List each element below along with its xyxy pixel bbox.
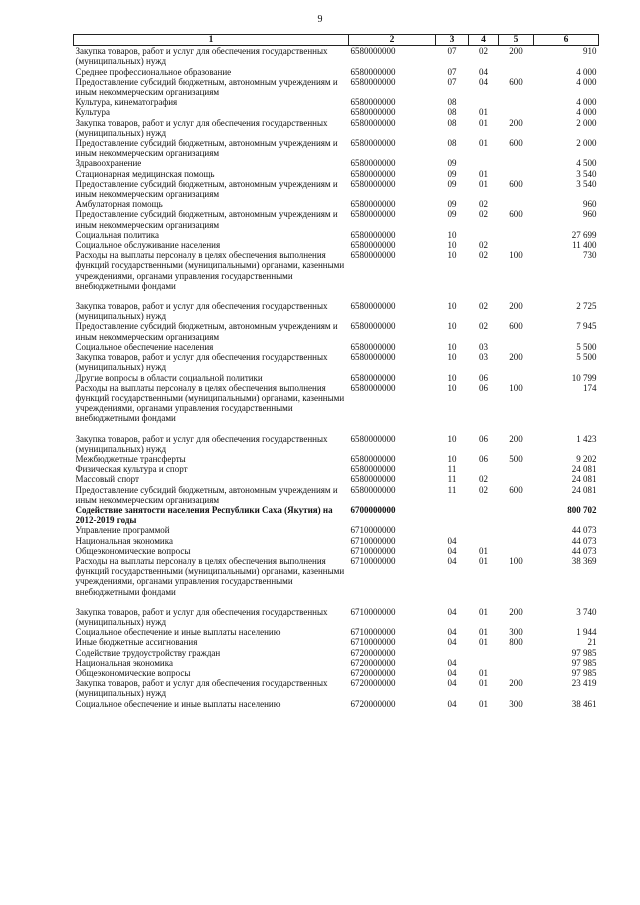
- item-name: Предоставление субсидий бюджетным, автономным учреждениям и иным некоммерческим организациям: [75, 484, 338, 505]
- item-name: Закупка товаров, работ и услуг для обеспечения государственных (муниципальных) нужд: [75, 117, 328, 138]
- expense-type-code: 600: [509, 138, 523, 149]
- subsection-code: 02: [479, 301, 488, 312]
- target-code: 6580000000: [350, 168, 396, 179]
- target-code: 6710000000: [350, 606, 396, 617]
- expense-type-code: 100: [509, 250, 523, 261]
- section-code: 11: [447, 474, 457, 485]
- section-code: 04: [447, 545, 457, 556]
- section-code: 04: [447, 667, 457, 678]
- item-name: Национальная экономика: [75, 657, 173, 668]
- section-code: 04: [447, 637, 457, 648]
- item-name: Социальное обеспечение и иные выплаты населению: [75, 627, 281, 638]
- expense-type-code: 200: [509, 301, 523, 312]
- expense-type-code: [499, 169, 534, 179]
- target-code: 6580000000: [350, 199, 396, 210]
- subsection-code: 01: [479, 606, 488, 617]
- expense-type-code: [499, 536, 534, 546]
- expense-type-code: [499, 107, 534, 117]
- expense-type-code: [499, 230, 534, 240]
- section-code: 04: [447, 606, 457, 617]
- item-name: Межбюджетные трансферты: [75, 453, 186, 464]
- target-code: 6580000000: [350, 341, 396, 352]
- expense-type-code: 600: [509, 321, 523, 332]
- table-row: [74, 637, 599, 647]
- target-code: 6710000000: [350, 535, 396, 546]
- target-code: 6580000000: [350, 229, 396, 240]
- subsection-code: 06: [479, 433, 488, 444]
- subsection-code: 06: [479, 382, 488, 393]
- row-spacer: [74, 597, 599, 607]
- target-code: 6580000000: [350, 240, 396, 251]
- section-code: 04: [447, 535, 457, 546]
- subsection-code: 01: [479, 555, 488, 566]
- subsection-code: 01: [479, 107, 488, 118]
- item-name: Предоставление субсидий бюджетным, автономным учреждениям и иным некоммерческим организациям: [75, 138, 338, 159]
- target-code: 6720000000: [350, 698, 396, 709]
- section-code: [436, 648, 469, 658]
- expense-type-code: 600: [509, 484, 523, 495]
- subsection-code: 01: [479, 627, 488, 638]
- expense-type-code: [499, 158, 534, 168]
- item-name: Культура, кинематография: [75, 97, 178, 108]
- item-name: Национальная экономика: [75, 535, 173, 546]
- subsection-code: 01: [479, 667, 488, 678]
- item-name: Стационарная медицинская помощь: [75, 168, 215, 179]
- subsection-code: 02: [479, 474, 488, 485]
- item-name: Социальное обеспечение населения: [75, 341, 214, 352]
- spacer-cell: [74, 424, 599, 434]
- table-row: [74, 352, 599, 372]
- section-code: 10: [447, 321, 457, 332]
- item-name: Предоставление субсидий бюджетным, автономным учреждениям и иным некоммерческим организациям: [75, 321, 338, 342]
- target-code: 6580000000: [350, 107, 396, 118]
- expense-type-code: 600: [509, 76, 523, 87]
- expense-type-code: [499, 199, 534, 209]
- target-code: 6710000000: [350, 525, 396, 536]
- item-name: Массовый спорт: [75, 474, 139, 485]
- amount: 4 000: [576, 66, 597, 77]
- section-code: 10: [447, 250, 457, 261]
- subsection-code: 01: [479, 678, 488, 689]
- subsection-code: [469, 230, 499, 240]
- amount: 3 740: [576, 606, 597, 617]
- section-code: 10: [447, 433, 457, 444]
- amount: 38 369: [571, 555, 597, 566]
- target-code: 6580000000: [350, 66, 396, 77]
- table-row: [74, 607, 599, 627]
- expense-type-code: 500: [509, 453, 523, 464]
- target-code: 6580000000: [350, 352, 396, 363]
- amount: 2 000: [576, 138, 597, 149]
- item-name: Иные бюджетные ассигнования: [75, 637, 198, 648]
- target-code: 6710000000: [350, 627, 396, 638]
- expense-type-code: [499, 525, 534, 535]
- table-row: [74, 678, 599, 698]
- table-row: [74, 525, 599, 535]
- table-row: [74, 301, 599, 321]
- amount: 24 081: [571, 484, 597, 495]
- amount: 27 699: [571, 229, 597, 240]
- item-name: Закупка товаров, работ и услуг для обеспечения государственных (муниципальных) нужд: [75, 301, 328, 322]
- subsection-code: 02: [479, 321, 488, 332]
- table-row: [74, 46, 599, 67]
- table-row: [74, 434, 599, 454]
- expense-type-code: 300: [509, 627, 523, 638]
- column-header: 3: [436, 35, 469, 46]
- amount: 1 944: [576, 627, 597, 638]
- subsection-code: [469, 97, 499, 107]
- item-name: Общеэкономические вопросы: [75, 545, 191, 556]
- item-name: Среднее профессиональное образование: [75, 66, 232, 77]
- subsection-code: 01: [479, 138, 488, 149]
- section-code: 04: [447, 555, 457, 566]
- table-row: [74, 648, 599, 658]
- spacer-cell: [74, 291, 599, 301]
- table-row: [74, 658, 599, 668]
- table-row: [74, 67, 599, 77]
- amount: 3 540: [576, 178, 597, 189]
- section-code: 10: [447, 382, 457, 393]
- target-code: 6720000000: [350, 678, 396, 689]
- table-row: [74, 118, 599, 138]
- target-code: 6580000000: [350, 46, 396, 57]
- target-code: 6580000000: [350, 76, 396, 87]
- expense-type-code: [499, 240, 534, 250]
- item-name: Общеэкономические вопросы: [75, 667, 191, 678]
- subsection-code: [469, 648, 499, 658]
- target-code: 6700000000: [350, 504, 396, 515]
- table-row: [74, 97, 599, 107]
- section-code: 10: [447, 229, 457, 240]
- target-code: 6580000000: [350, 209, 396, 220]
- amount: 960: [583, 209, 597, 220]
- section-code: 04: [447, 698, 457, 709]
- target-code: 6580000000: [350, 158, 396, 169]
- subsection-code: 01: [479, 117, 488, 128]
- table-row: [74, 505, 599, 525]
- section-code: 08: [447, 117, 457, 128]
- item-name: Культура: [75, 107, 110, 118]
- table-row: [74, 169, 599, 179]
- subsection-code: 02: [479, 46, 488, 57]
- item-name: Расходы на выплаты персоналу в целях обеспечения выполнения функций государственными (муниципальными) органами, казенными учреждениями, органами управления государственными внебюджетными фондами: [75, 382, 345, 424]
- section-code: 09: [447, 168, 457, 179]
- section-code: 10: [447, 372, 457, 383]
- section-code: 10: [447, 341, 457, 352]
- subsection-code: 02: [479, 250, 488, 261]
- section-code: [436, 505, 469, 525]
- item-name: Закупка товаров, работ и услуг для обеспечения государственных (муниципальных) нужд: [75, 433, 328, 454]
- expense-type-code: 100: [509, 382, 523, 393]
- target-code: 6580000000: [350, 321, 396, 332]
- target-code: 6580000000: [350, 117, 396, 128]
- amount: 910: [583, 46, 597, 57]
- item-name: Закупка товаров, работ и услуг для обеспечения государственных (муниципальных) нужд: [75, 606, 328, 627]
- target-code: 6710000000: [350, 555, 396, 566]
- expense-type-code: [499, 658, 534, 668]
- subsection-code: 01: [479, 698, 488, 709]
- column-header: 6: [534, 35, 599, 46]
- table-row: [74, 699, 599, 709]
- subsection-code: [469, 464, 499, 474]
- column-header: 2: [349, 35, 436, 46]
- amount: 21: [587, 637, 597, 648]
- target-code: 6580000000: [350, 453, 396, 464]
- expense-type-code: [499, 67, 534, 77]
- amount: 174: [583, 382, 597, 393]
- amount: 4 000: [576, 76, 597, 87]
- amount: 4 000: [576, 97, 597, 108]
- table-row: [74, 627, 599, 637]
- target-code: 6580000000: [350, 382, 396, 393]
- section-code: 09: [447, 158, 457, 169]
- table-row: [74, 321, 599, 341]
- expense-type-code: [499, 648, 534, 658]
- expense-type-code: 200: [509, 352, 523, 363]
- table-row: [74, 158, 599, 168]
- expense-type-code: [499, 668, 534, 678]
- expense-type-code: 200: [509, 117, 523, 128]
- amount: 10 799: [571, 372, 597, 383]
- column-header: 5: [499, 35, 534, 46]
- expense-type-code: [499, 97, 534, 107]
- subsection-code: 02: [479, 209, 488, 220]
- section-code: 04: [447, 627, 457, 638]
- expense-type-code: [499, 373, 534, 383]
- target-code: 6710000000: [350, 545, 396, 556]
- section-code: 04: [447, 678, 457, 689]
- item-name: Предоставление субсидий бюджетным, автономным учреждениям и иным некоммерческим организациям: [75, 209, 338, 230]
- expense-type-code: 200: [509, 46, 523, 57]
- subsection-code: [469, 658, 499, 668]
- section-code: 07: [447, 66, 457, 77]
- amount: 11 400: [572, 240, 597, 251]
- amount: 24 081: [571, 474, 597, 485]
- section-code: 10: [447, 240, 457, 251]
- amount: 960: [583, 199, 597, 210]
- amount: 2 725: [576, 301, 597, 312]
- target-code: 6580000000: [350, 97, 396, 108]
- item-name: Физическая культура и спорт: [75, 464, 188, 475]
- expense-type-code: [499, 546, 534, 556]
- table-row: [74, 230, 599, 240]
- section-code: 10: [447, 301, 457, 312]
- expense-type-code: 800: [509, 637, 523, 648]
- expense-type-code: [499, 474, 534, 484]
- item-name: Расходы на выплаты персоналу в целях обеспечения выполнения функций государственными (муниципальными) органами, казенными учреждениями, органами управления государственными внебюджетными фондами: [75, 555, 345, 597]
- section-code: 09: [447, 209, 457, 220]
- table-row: [74, 668, 599, 678]
- amount: 1 423: [576, 433, 597, 444]
- expense-type-code: 600: [509, 209, 523, 220]
- expense-type-code: 600: [509, 178, 523, 189]
- subsection-code: [469, 158, 499, 168]
- table-body: [74, 46, 599, 709]
- amount: 730: [583, 250, 597, 261]
- column-header: 1: [74, 35, 349, 46]
- table-row: [74, 250, 599, 291]
- page-number: 9: [317, 14, 323, 25]
- item-name: Предоставление субсидий бюджетным, автономным учреждениям и иным некоммерческим организациям: [75, 178, 338, 200]
- section-code: 10: [447, 352, 457, 363]
- section-code: 09: [447, 178, 457, 189]
- amount: 44 073: [571, 545, 597, 556]
- item-name: Предоставление субсидий бюджетным, автономным учреждениям и иным некоммерческим организациям: [75, 76, 338, 98]
- subsection-code: 03: [479, 352, 488, 363]
- item-name: Социальное обеспечение и иные выплаты населению: [75, 698, 281, 709]
- table-row: [74, 77, 599, 97]
- item-name: Закупка товаров, работ и услуг для обеспечения государственных (муниципальных) нужд: [75, 46, 328, 67]
- section-code: 07: [447, 76, 457, 87]
- table-row: [74, 383, 599, 424]
- subsection-code: 01: [479, 178, 488, 189]
- subsection-code: 02: [479, 240, 488, 251]
- subsection-code: 01: [479, 168, 488, 179]
- table-row: [74, 138, 599, 158]
- amount: 23 419: [571, 678, 597, 689]
- subsection-code: 02: [479, 199, 488, 210]
- subsection-code: 04: [479, 66, 488, 77]
- subsection-code: 01: [479, 545, 488, 556]
- item-name: Расходы на выплаты персоналу в целях обеспечения выполнения функций государственными (муниципальными) органами, казенными учреждениями, органами управления государственными внебюджетными фондами: [75, 250, 345, 291]
- expense-type-code: 200: [509, 606, 523, 617]
- subsection-code: 06: [479, 372, 488, 383]
- section-code: [436, 525, 469, 535]
- amount: 5 500: [576, 341, 597, 352]
- item-name: Управление программой: [75, 525, 170, 536]
- amount: 97 985: [571, 667, 597, 678]
- expense-type-code: 200: [509, 678, 523, 689]
- subsection-code: 03: [479, 341, 488, 352]
- amount: 2 000: [576, 117, 597, 128]
- amount: 38 461: [571, 698, 597, 709]
- target-code: 6580000000: [350, 250, 396, 261]
- table-row: [74, 240, 599, 250]
- section-code: 10: [447, 453, 457, 464]
- section-code: 08: [447, 97, 457, 108]
- item-name: Закупка товаров, работ и услуг для обеспечения государственных (муниципальных) нужд: [75, 352, 328, 373]
- item-name: Содействие трудоустройству граждан: [75, 647, 221, 658]
- amount: 24 081: [571, 464, 597, 475]
- subsection-code: 04: [479, 76, 488, 87]
- column-header: 4: [469, 35, 499, 46]
- item-name: Содействие занятости населения Республики Саха (Якутия) на 2012-2019 годы: [75, 504, 333, 526]
- table-row: [74, 179, 599, 199]
- subsection-code: 01: [479, 637, 488, 648]
- amount: 3 540: [576, 168, 597, 179]
- amount: 44 073: [571, 525, 597, 536]
- section-code: 07: [447, 46, 457, 57]
- target-code: 6580000000: [350, 301, 396, 312]
- target-code: 6720000000: [350, 667, 396, 678]
- section-code: 08: [447, 107, 457, 118]
- target-code: 6580000000: [350, 178, 396, 189]
- section-code: 11: [447, 464, 457, 475]
- table-row: [74, 199, 599, 209]
- target-code: 6720000000: [350, 647, 396, 658]
- amount: 97 985: [571, 657, 597, 668]
- amount: 800 702: [567, 504, 597, 515]
- expense-type-code: [499, 505, 534, 525]
- section-code: 11: [447, 484, 457, 495]
- item-name: Здравоохранение: [75, 158, 142, 169]
- target-code: 6580000000: [350, 138, 396, 149]
- subsection-code: [469, 536, 499, 546]
- target-code: 6580000000: [350, 474, 396, 485]
- table-row: [74, 556, 599, 597]
- table-row: [74, 209, 599, 229]
- expense-type-code: [499, 342, 534, 352]
- table-header-row: [74, 35, 599, 46]
- item-name: Социальная политика: [75, 229, 159, 240]
- amount: 4 000: [576, 107, 597, 118]
- target-code: 6710000000: [350, 637, 396, 648]
- item-name: Амбулаторная помощь: [75, 199, 163, 210]
- amount: 44 073: [571, 535, 597, 546]
- subsection-code: 02: [479, 484, 488, 495]
- target-code: 6580000000: [350, 433, 396, 444]
- table-row: [74, 474, 599, 484]
- item-name: Закупка товаров, работ и услуг для обеспечения государственных (муниципальных) нужд: [75, 678, 328, 699]
- amount: 7 945: [576, 321, 597, 332]
- target-code: 6580000000: [350, 464, 396, 475]
- expense-type-code: 200: [509, 433, 523, 444]
- item-name: Социальное обслуживание населения: [75, 240, 221, 251]
- section-code: 09: [447, 199, 457, 210]
- target-code: 6720000000: [350, 657, 396, 668]
- spacer-cell: [74, 597, 599, 607]
- table-row: [74, 342, 599, 352]
- expense-type-code: [499, 464, 534, 474]
- subsection-code: 06: [479, 453, 488, 464]
- table-row: [74, 546, 599, 556]
- expense-type-code: 100: [509, 555, 523, 566]
- table-row: [74, 454, 599, 464]
- target-code: 6580000000: [350, 372, 396, 383]
- target-code: 6580000000: [350, 484, 396, 495]
- budget-table: [73, 34, 599, 709]
- amount: 4 500: [576, 158, 597, 169]
- table-row: [74, 464, 599, 474]
- expense-type-code: 300: [509, 698, 523, 709]
- amount: 9 202: [576, 453, 597, 464]
- table-row: [74, 373, 599, 383]
- amount: 97 985: [571, 647, 597, 658]
- amount: 5 500: [576, 352, 597, 363]
- table-row: [74, 485, 599, 505]
- table-row: [74, 536, 599, 546]
- table-row: [74, 107, 599, 117]
- item-name: Другие вопросы в области социальной политики: [75, 372, 263, 383]
- section-code: 08: [447, 138, 457, 149]
- subsection-code: [469, 505, 499, 525]
- row-spacer: [74, 424, 599, 434]
- row-spacer: [74, 291, 599, 301]
- section-code: 04: [447, 657, 457, 668]
- subsection-code: [469, 525, 499, 535]
